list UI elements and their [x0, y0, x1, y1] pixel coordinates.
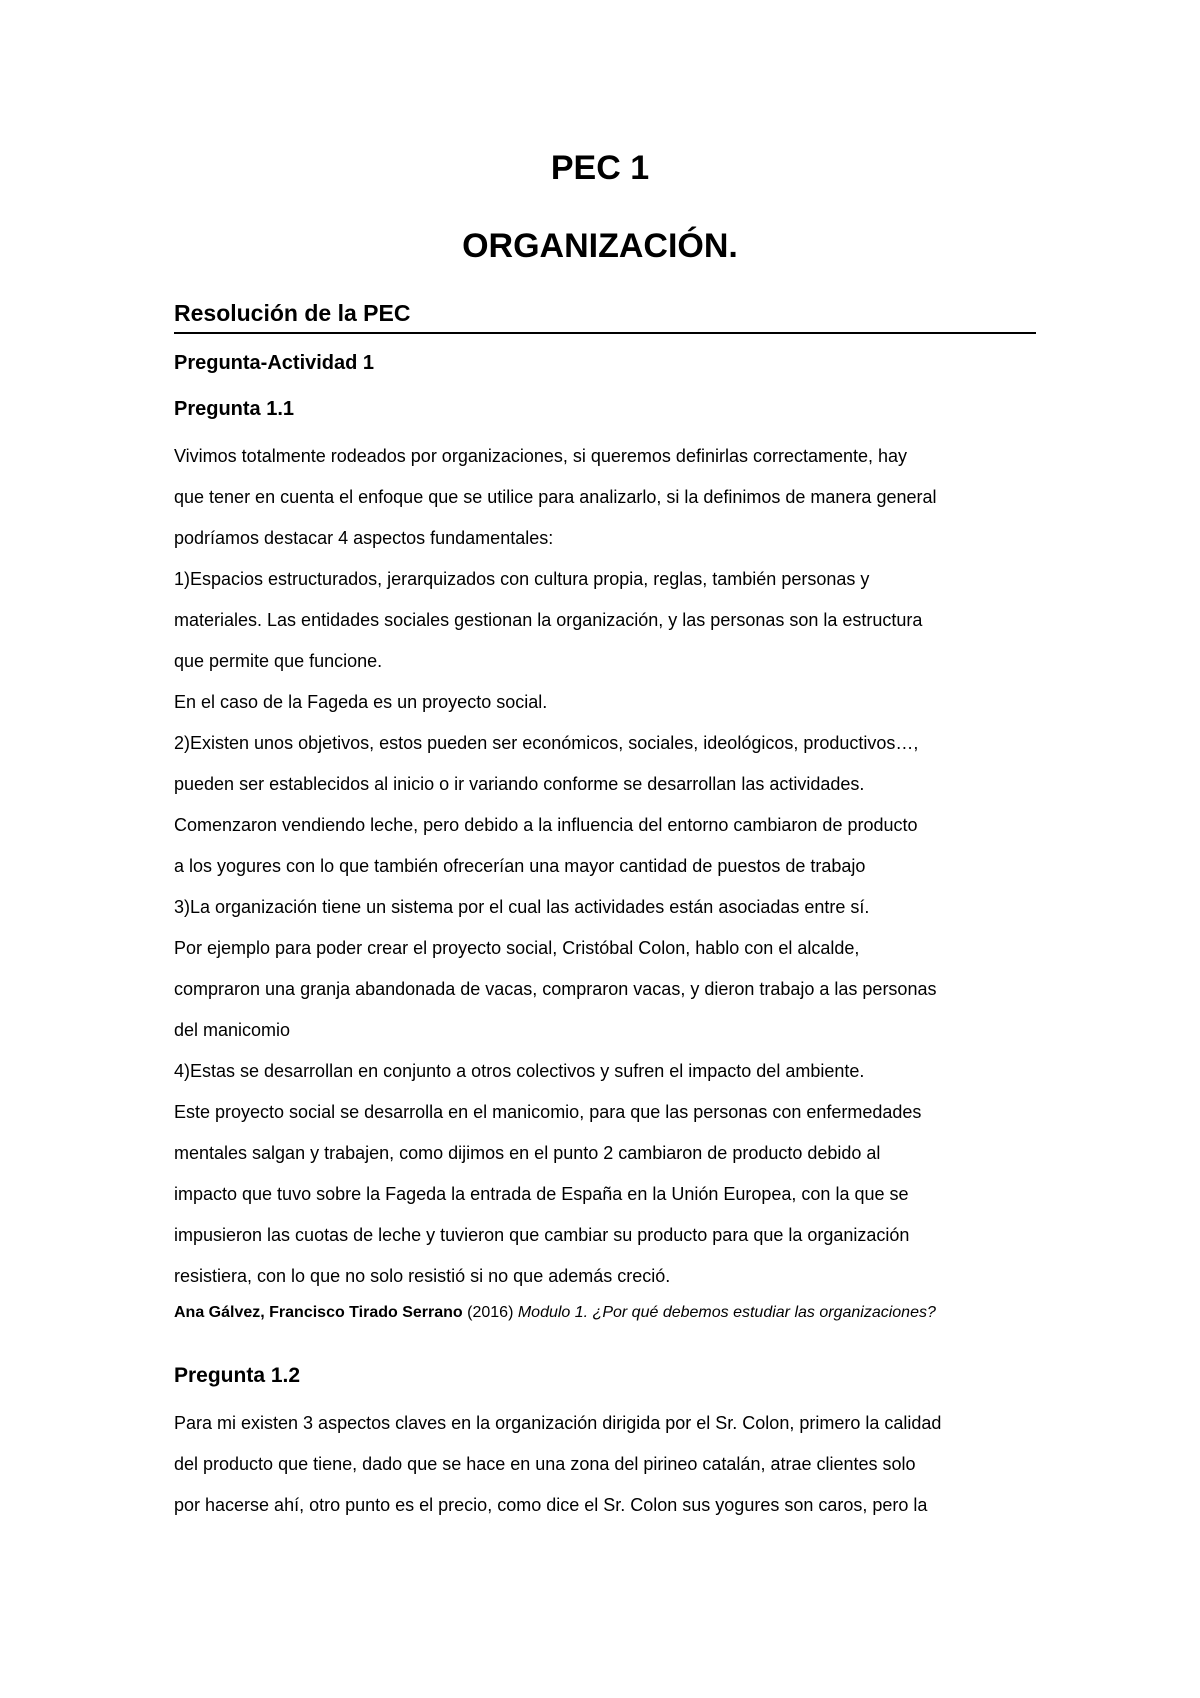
- paragraph-line: pueden ser establecidos al inicio o ir variando conforme se desarrollan las actividades.: [174, 774, 865, 794]
- paragraph-line: que tener en cuenta el enfoque que se utilice para analizarlo, si la definimos de manera general: [174, 487, 937, 507]
- paragraph-line: por hacerse ahí, otro punto es el precio, como dice el Sr. Colon sus yogures son caros, pero la: [174, 1495, 928, 1515]
- section-heading: Resolución de la PEC: [174, 298, 1036, 334]
- question-1-2-heading: Pregunta 1.2: [174, 1364, 301, 1387]
- activity-heading: Pregunta-Actividad 1: [174, 352, 375, 374]
- paragraph-line: que permite que funcione.: [174, 651, 383, 671]
- paragraph-line: materiales. Las entidades sociales gestionan la organización, y las personas son la estructura: [174, 610, 923, 630]
- document-title: PEC 1: [550, 149, 650, 187]
- document-body: [174, 350, 1036, 1526]
- citation-year: (2016): [462, 1304, 518, 1321]
- paragraph-line: impusieron las cuotas de leche y tuvieron que cambiar su producto para que la organización: [174, 1225, 910, 1245]
- paragraph-line: del manicomio: [174, 1020, 291, 1040]
- citation-authors: Ana Gálvez, Francisco Tirado Serrano: [174, 1304, 463, 1321]
- document-subtitle: ORGANIZACIÓN.: [462, 227, 738, 265]
- paragraph-line: Este proyecto social se desarrolla en el manicomio, para que las personas con enfermedades: [174, 1102, 922, 1122]
- question-1-1-text: [174, 436, 1036, 1297]
- paragraph-line: podríamos destacar 4 aspectos fundamentales:: [174, 528, 554, 548]
- paragraph-line: Vivimos totalmente rodeados por organizaciones, si queremos definirlas correctamente, hay: [174, 446, 908, 466]
- paragraph-line: resistiera, con lo que no solo resistió si no que además creció.: [174, 1266, 671, 1286]
- paragraph-line: En el caso de la Fageda es un proyecto social.: [174, 692, 548, 712]
- citation-title: Modulo 1. ¿Por qué debemos estudiar las organizaciones?: [517, 1304, 936, 1321]
- paragraph-line: del producto que tiene, dado que se hace en una zona del pirineo catalán, atrae clientes solo: [174, 1454, 916, 1474]
- paragraph-line: Para mi existen 3 aspectos claves en la organización dirigida por el Sr. Colon, primero la calidad: [174, 1413, 942, 1433]
- paragraph-line: mentales salgan y trabajen, como dijimos en el punto 2 cambiaron de producto debido al: [174, 1143, 881, 1163]
- question-1-1-heading: Pregunta 1.1: [174, 398, 295, 420]
- paragraph-line: compraron una granja abandonada de vacas, compraron vacas, y dieron trabajo a las personas: [174, 979, 937, 999]
- paragraph-line: impacto que tuvo sobre la Fageda la entrada de España en la Unión Europea, con la que se: [174, 1184, 909, 1204]
- paragraph-line: 4)Estas se desarrollan en conjunto a otros colectivos y sufren el impacto del ambiente.: [174, 1061, 865, 1081]
- paragraph-line: 3)La organización tiene un sistema por el cual las actividades están asociadas entre sí.: [174, 897, 870, 917]
- citation: [174, 1301, 1036, 1325]
- paragraph-line: 1)Espacios estructurados, jerarquizados con cultura propia, reglas, también personas y: [174, 569, 870, 589]
- paragraph-line: a los yogures con lo que también ofrecerían una mayor cantidad de puestos de trabajo: [174, 856, 866, 876]
- question-1-2-text: [174, 1403, 1036, 1526]
- paragraph-line: 2)Existen unos objetivos, estos pueden ser económicos, sociales, ideológicos, productivos…,: [174, 733, 919, 753]
- paragraph-line: Comenzaron vendiendo leche, pero debido a la influencia del entorno cambiaron de producto: [174, 815, 918, 835]
- paragraph-line: Por ejemplo para poder crear el proyecto social, Cristóbal Colon, hablo con el alcalde,: [174, 938, 860, 958]
